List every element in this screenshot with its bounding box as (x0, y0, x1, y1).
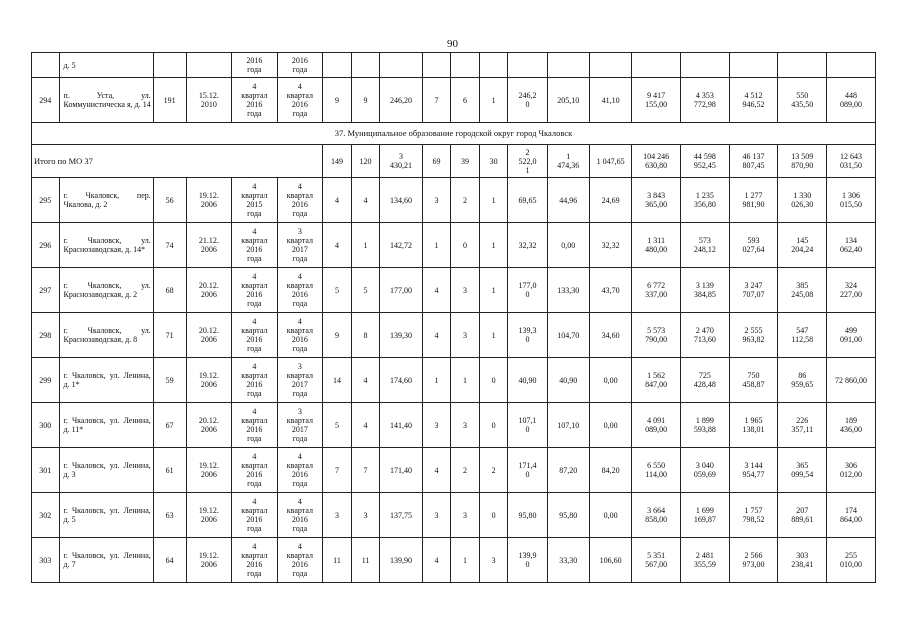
cell-c14: 0,00 (547, 223, 589, 268)
cell-c16: 1 311 480,00 (632, 223, 681, 268)
cell-c18: 2 566 973,00 (729, 538, 778, 583)
cell-c12: 1 (479, 313, 508, 358)
total-c7: 149 (323, 145, 352, 178)
section-title: 37. Муниципальное образование городской округ город Чкаловск (32, 123, 876, 145)
cell-c10: 3 (422, 178, 451, 223)
cell-c13 (508, 53, 547, 78)
cell-c3: 191 (153, 78, 186, 123)
cell-c4: 19.12. 2006 (186, 358, 232, 403)
cell-c19: 385 245,08 (778, 268, 827, 313)
cell-c9: 174,60 (380, 358, 422, 403)
cell-c4: 20.12. 2006 (186, 313, 232, 358)
table-row (32, 493, 876, 538)
cell-address: г. Чкаловск, ул. Краснозаводская, д. 8 (59, 313, 153, 358)
cell-c3: 74 (153, 223, 186, 268)
cell-c6: 4 квартал 2016 года (277, 268, 323, 313)
cell-c3: 68 (153, 268, 186, 313)
cell-c13: 246,2 0 (508, 78, 547, 123)
cell-c5: 4 квартал 2016 года (232, 313, 278, 358)
cell-c14: 95,80 (547, 493, 589, 538)
cell-c12: 0 (479, 403, 508, 448)
cell-c5: 4 квартал 2016 года (232, 538, 278, 583)
cell-c12: 2 (479, 448, 508, 493)
total-label: Итого по МО 37 (32, 145, 323, 178)
cell-c8: 8 (351, 313, 380, 358)
cell-c16: 4 091 089,00 (632, 403, 681, 448)
cell-c12: 1 (479, 268, 508, 313)
cell-c7: 5 (323, 403, 352, 448)
cell-c8: 3 (351, 493, 380, 538)
total-c20: 12 643 031,50 (827, 145, 876, 178)
total-c12: 30 (479, 145, 508, 178)
cell-c9 (380, 53, 422, 78)
cell-c10: 7 (422, 78, 451, 123)
cell-c14: 87,20 (547, 448, 589, 493)
cell-c7: 7 (323, 448, 352, 493)
cell-c20: 134 062,40 (827, 223, 876, 268)
total-c8: 120 (351, 145, 380, 178)
table-row (32, 313, 876, 358)
cell-c8: 4 (351, 403, 380, 448)
cell-c15 (589, 53, 631, 78)
cell-c20: 448 089,00 (827, 78, 876, 123)
cell-c3: 63 (153, 493, 186, 538)
cell-c9: 139,30 (380, 313, 422, 358)
cell-c6: 4 квартал 2016 года (277, 313, 323, 358)
cell-c16: 9 417 155,00 (632, 78, 681, 123)
cell-c18: 750 458,87 (729, 358, 778, 403)
cell-c18: 4 512 946,52 (729, 78, 778, 123)
cell-c4: 19.12. 2006 (186, 448, 232, 493)
cell-c5: 2016 года (232, 53, 278, 78)
cell-c13: 95,80 (508, 493, 547, 538)
cell-address: г. Чкаловск, ул. Ленина, д. 7 (59, 538, 153, 583)
cell-c6: 4 квартал 2016 года (277, 178, 323, 223)
cell-c3: 56 (153, 178, 186, 223)
cell-c20: 255 010,00 (827, 538, 876, 583)
table-body (32, 53, 876, 583)
cell-c12 (479, 53, 508, 78)
cell-c9: 142,72 (380, 223, 422, 268)
cell-c8: 7 (351, 448, 380, 493)
cell-c18: 2 555 963,82 (729, 313, 778, 358)
cell-no: 299 (32, 358, 60, 403)
cell-c11: 0 (451, 223, 480, 268)
cell-c10: 1 (422, 358, 451, 403)
cell-c18: 593 027,64 (729, 223, 778, 268)
cell-c20: 1 306 015,50 (827, 178, 876, 223)
cell-c7: 9 (323, 78, 352, 123)
cell-c19: 86 959,65 (778, 358, 827, 403)
cell-c17: 3 040 059,69 (680, 448, 729, 493)
cell-c7: 5 (323, 268, 352, 313)
cell-c19: 1 330 026,30 (778, 178, 827, 223)
cell-c10: 3 (422, 403, 451, 448)
cell-c10: 3 (422, 493, 451, 538)
cell-c14: 133,30 (547, 268, 589, 313)
cell-c6: 3 квартал 2017 года (277, 358, 323, 403)
cell-c10 (422, 53, 451, 78)
cell-c8 (351, 53, 380, 78)
cell-c18: 3 247 707,07 (729, 268, 778, 313)
cell-c16 (632, 53, 681, 78)
cell-c9: 177,00 (380, 268, 422, 313)
cell-c8: 1 (351, 223, 380, 268)
total-c19: 13 509 870,90 (778, 145, 827, 178)
total-c14: 1 474,36 (547, 145, 589, 178)
table-row (32, 78, 876, 123)
cell-c11: 2 (451, 178, 480, 223)
cell-c14: 104,70 (547, 313, 589, 358)
cell-c9: 139,90 (380, 538, 422, 583)
section-header-row (32, 123, 876, 145)
table-row (32, 538, 876, 583)
table-row (32, 358, 876, 403)
cell-c9: 137,75 (380, 493, 422, 538)
cell-c5: 4 квартал 2016 года (232, 448, 278, 493)
cell-address: г. Чкаловск, ул. Ленина, д. 11* (59, 403, 153, 448)
cell-c13: 40,90 (508, 358, 547, 403)
cell-no (32, 53, 60, 78)
cell-c16: 5 351 567,00 (632, 538, 681, 583)
page-number: 90 (447, 38, 458, 50)
cell-c14: 205,10 (547, 78, 589, 123)
cell-c15: 41,10 (589, 78, 631, 123)
cell-c7: 14 (323, 358, 352, 403)
cell-c20: 306 012,00 (827, 448, 876, 493)
cell-c4 (186, 53, 232, 78)
cell-c15: 106,60 (589, 538, 631, 583)
cell-no: 295 (32, 178, 60, 223)
table-row (32, 178, 876, 223)
housing-registry-table (31, 52, 876, 583)
cell-c3 (153, 53, 186, 78)
cell-c15: 84,20 (589, 448, 631, 493)
total-c11: 39 (451, 145, 480, 178)
cell-c8: 5 (351, 268, 380, 313)
cell-c4: 19.12. 2006 (186, 538, 232, 583)
cell-no: 296 (32, 223, 60, 268)
cell-address: г. Чкаловск, ул. Ленина, д. 1* (59, 358, 153, 403)
cell-no: 294 (32, 78, 60, 123)
cell-c12: 0 (479, 358, 508, 403)
cell-c17: 1 899 593,88 (680, 403, 729, 448)
cell-c7: 4 (323, 178, 352, 223)
cell-c9: 171,40 (380, 448, 422, 493)
cell-c3: 59 (153, 358, 186, 403)
cell-c19: 207 889,61 (778, 493, 827, 538)
cell-c14: 33,30 (547, 538, 589, 583)
cell-c12: 0 (479, 493, 508, 538)
cell-c8: 11 (351, 538, 380, 583)
cell-c15: 24,69 (589, 178, 631, 223)
total-row (32, 145, 876, 178)
cell-c15: 34,60 (589, 313, 631, 358)
cell-c20: 499 091,00 (827, 313, 876, 358)
cell-c19: 226 357,11 (778, 403, 827, 448)
cell-c17: 3 139 384,85 (680, 268, 729, 313)
cell-address: п. Уста, ул. Коммунистическа я, д. 14 (59, 78, 153, 123)
cell-c20: 174 864,00 (827, 493, 876, 538)
cell-c13: 171,4 0 (508, 448, 547, 493)
cell-c4: 19.12. 2006 (186, 493, 232, 538)
cell-c8: 9 (351, 78, 380, 123)
cell-c19: 550 435,50 (778, 78, 827, 123)
cell-c10: 4 (422, 268, 451, 313)
cell-c15: 32,32 (589, 223, 631, 268)
cell-c13: 107,1 0 (508, 403, 547, 448)
cell-c16: 6 772 337,00 (632, 268, 681, 313)
cell-c6: 2016 года (277, 53, 323, 78)
cell-c4: 20.12. 2006 (186, 268, 232, 313)
total-c10: 69 (422, 145, 451, 178)
cell-c14 (547, 53, 589, 78)
cell-c10: 1 (422, 223, 451, 268)
cell-c13: 139,3 0 (508, 313, 547, 358)
total-c16: 104 246 630,80 (632, 145, 681, 178)
cell-c4: 21.12. 2006 (186, 223, 232, 268)
cell-c13: 32,32 (508, 223, 547, 268)
cell-c16: 3 843 365,00 (632, 178, 681, 223)
cell-c6: 4 квартал 2016 года (277, 448, 323, 493)
cell-c11: 1 (451, 538, 480, 583)
table-row (32, 268, 876, 313)
cell-c9: 141,40 (380, 403, 422, 448)
cell-no: 298 (32, 313, 60, 358)
cell-c7: 11 (323, 538, 352, 583)
table-row-continuation (32, 53, 876, 78)
cell-c16: 1 562 847,00 (632, 358, 681, 403)
cell-c7 (323, 53, 352, 78)
cell-c19: 303 238,41 (778, 538, 827, 583)
cell-c7: 3 (323, 493, 352, 538)
cell-c3: 64 (153, 538, 186, 583)
cell-c19: 365 099,54 (778, 448, 827, 493)
cell-c17: 1 235 356,80 (680, 178, 729, 223)
cell-c4: 15.12. 2010 (186, 78, 232, 123)
cell-c5: 4 квартал 2015 года (232, 178, 278, 223)
cell-c13: 139,9 0 (508, 538, 547, 583)
cell-c15: 0,00 (589, 403, 631, 448)
cell-c13: 177,0 0 (508, 268, 547, 313)
cell-c11: 1 (451, 358, 480, 403)
cell-c20: 72 860,00 (827, 358, 876, 403)
cell-c14: 107,10 (547, 403, 589, 448)
cell-c11: 3 (451, 268, 480, 313)
cell-c16: 6 550 114,00 (632, 448, 681, 493)
cell-c19 (778, 53, 827, 78)
cell-c4: 19.12. 2006 (186, 178, 232, 223)
cell-c18: 1 757 798,52 (729, 493, 778, 538)
cell-c17: 1 699 169,87 (680, 493, 729, 538)
cell-c10: 4 (422, 448, 451, 493)
cell-c11: 2 (451, 448, 480, 493)
cell-no: 302 (32, 493, 60, 538)
cell-c11: 3 (451, 313, 480, 358)
cell-c13: 69,65 (508, 178, 547, 223)
cell-c16: 3 664 858,00 (632, 493, 681, 538)
table-row (32, 448, 876, 493)
cell-address: г. Чкаловск, ул. Ленина, д. 3 (59, 448, 153, 493)
cell-address: г. Чкаловск, ул. Ленина, д. 5 (59, 493, 153, 538)
cell-no: 303 (32, 538, 60, 583)
table-row (32, 223, 876, 268)
cell-address: г. Чкаловск, пер. Чкалова, д. 2 (59, 178, 153, 223)
cell-no: 297 (32, 268, 60, 313)
cell-address: г. Чкаловск, ул. Краснозаводская, д. 2 (59, 268, 153, 313)
cell-c20: 189 436,00 (827, 403, 876, 448)
cell-c6: 4 квартал 2016 года (277, 78, 323, 123)
cell-address: д. 5 (59, 53, 153, 78)
cell-c17: 4 353 772,98 (680, 78, 729, 123)
cell-c11 (451, 53, 480, 78)
cell-c6: 3 квартал 2017 года (277, 403, 323, 448)
cell-c18 (729, 53, 778, 78)
cell-c12: 3 (479, 538, 508, 583)
cell-c7: 4 (323, 223, 352, 268)
cell-c11: 3 (451, 493, 480, 538)
cell-c15: 0,00 (589, 493, 631, 538)
cell-c5: 4 квартал 2016 года (232, 358, 278, 403)
cell-c3: 71 (153, 313, 186, 358)
cell-c5: 4 квартал 2016 года (232, 223, 278, 268)
total-c9: 3 430,21 (380, 145, 422, 178)
cell-c18: 1 277 981,90 (729, 178, 778, 223)
cell-c9: 246,20 (380, 78, 422, 123)
cell-no: 301 (32, 448, 60, 493)
cell-c11: 6 (451, 78, 480, 123)
cell-c16: 5 573 790,00 (632, 313, 681, 358)
cell-c6: 3 квартал 2017 года (277, 223, 323, 268)
cell-c20 (827, 53, 876, 78)
cell-c17: 2 481 355,59 (680, 538, 729, 583)
cell-c15: 43,70 (589, 268, 631, 313)
cell-c6: 4 квартал 2016 года (277, 493, 323, 538)
total-c17: 44 598 952,45 (680, 145, 729, 178)
cell-c3: 67 (153, 403, 186, 448)
cell-c11: 3 (451, 403, 480, 448)
total-c18: 46 137 807,45 (729, 145, 778, 178)
cell-c17: 573 248,12 (680, 223, 729, 268)
cell-c3: 61 (153, 448, 186, 493)
cell-address: г. Чкаловск, ул. Краснозаводская, д. 14* (59, 223, 153, 268)
cell-c20: 324 227,00 (827, 268, 876, 313)
cell-c10: 4 (422, 313, 451, 358)
cell-c6: 4 квартал 2016 года (277, 538, 323, 583)
cell-c18: 1 965 138,01 (729, 403, 778, 448)
cell-c5: 4 квартал 2016 года (232, 403, 278, 448)
cell-c15: 0,00 (589, 358, 631, 403)
cell-c10: 4 (422, 538, 451, 583)
cell-c17: 2 470 713,60 (680, 313, 729, 358)
cell-c5: 4 квартал 2016 года (232, 493, 278, 538)
cell-c4: 20.12. 2006 (186, 403, 232, 448)
cell-c12: 1 (479, 78, 508, 123)
cell-c12: 1 (479, 178, 508, 223)
cell-c5: 4 квартал 2016 года (232, 268, 278, 313)
cell-c17: 725 428,48 (680, 358, 729, 403)
table-row (32, 403, 876, 448)
cell-c19: 547 112,58 (778, 313, 827, 358)
cell-c19: 145 204,24 (778, 223, 827, 268)
cell-c7: 9 (323, 313, 352, 358)
cell-c5: 4 квартал 2016 года (232, 78, 278, 123)
cell-c9: 134,60 (380, 178, 422, 223)
total-c13: 2 522,0 1 (508, 145, 547, 178)
cell-c8: 4 (351, 358, 380, 403)
cell-c17 (680, 53, 729, 78)
cell-c12: 1 (479, 223, 508, 268)
total-c15: 1 047,65 (589, 145, 631, 178)
cell-c8: 4 (351, 178, 380, 223)
cell-c14: 40,90 (547, 358, 589, 403)
cell-c14: 44,96 (547, 178, 589, 223)
cell-c18: 3 144 954,77 (729, 448, 778, 493)
cell-no: 300 (32, 403, 60, 448)
